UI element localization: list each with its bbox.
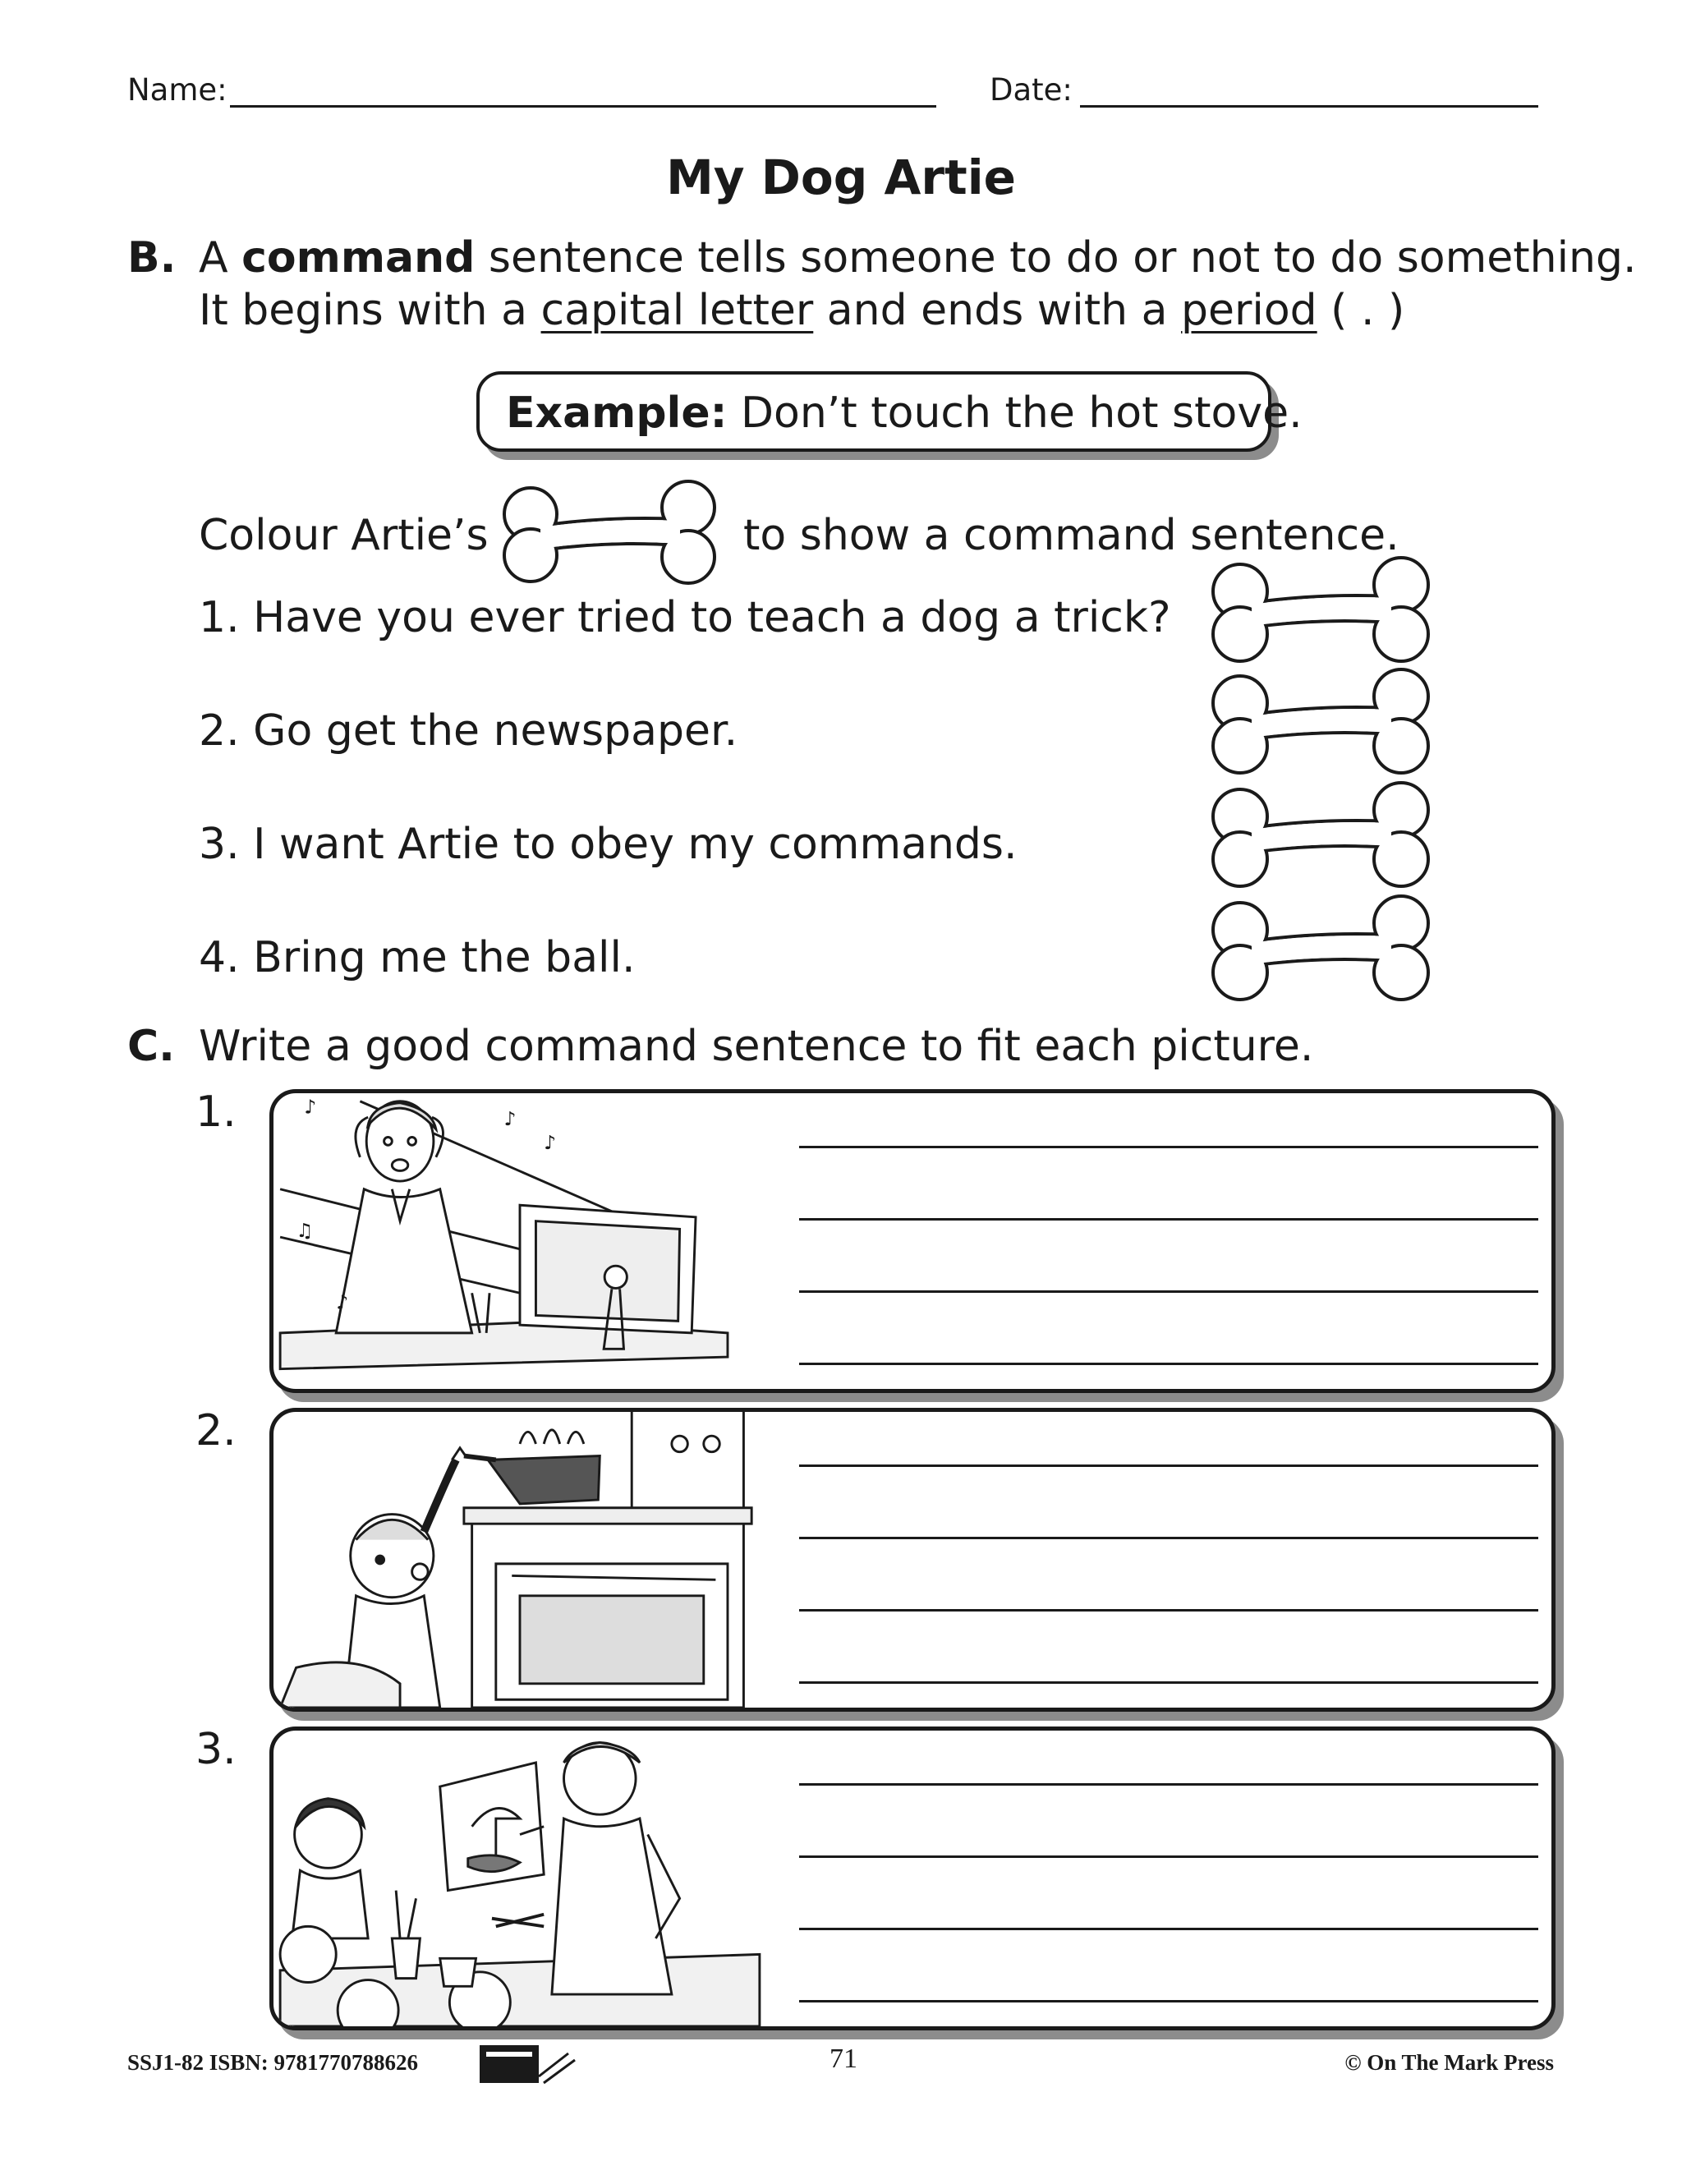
picture-panel-2 bbox=[269, 1408, 1556, 1712]
example-text: Don’t touch the hot stove. bbox=[727, 389, 1303, 438]
answer-line[interactable] bbox=[799, 1783, 1538, 1786]
answer-line[interactable] bbox=[799, 1146, 1538, 1148]
answer-line[interactable] bbox=[799, 1537, 1538, 1539]
svg-text:♪: ♪ bbox=[544, 1131, 557, 1155]
art-class-picture bbox=[273, 1731, 766, 2026]
period-word: period bbox=[1181, 286, 1317, 335]
bone-icon-item-1[interactable] bbox=[1206, 555, 1436, 665]
answer-line[interactable] bbox=[799, 1363, 1538, 1365]
answer-line[interactable] bbox=[799, 1928, 1538, 1930]
picture-panel-3 bbox=[269, 1727, 1556, 2030]
section-b-line-2 bbox=[199, 286, 1405, 335]
line2-pre: It begins with a bbox=[199, 286, 541, 335]
bone-icon-item-2[interactable] bbox=[1206, 667, 1436, 777]
answer-line[interactable] bbox=[799, 1609, 1538, 1612]
section-c-letter: C. bbox=[127, 1022, 175, 1071]
answer-line[interactable] bbox=[799, 1290, 1538, 1293]
answer-line[interactable] bbox=[799, 1855, 1538, 1858]
line2-mid: and ends with a bbox=[813, 286, 1181, 335]
loud-music-picture bbox=[273, 1093, 766, 1389]
item-3: 3. I want Artie to obey my commands. bbox=[199, 820, 1018, 869]
page-number: 71 bbox=[830, 2044, 857, 2074]
name-field[interactable] bbox=[230, 105, 936, 108]
line1-post: sentence tells someone to do or not to do something. bbox=[475, 233, 1637, 283]
date-label: Date: bbox=[990, 72, 1073, 108]
svg-text:♪: ♪ bbox=[503, 1106, 517, 1130]
svg-text:♪: ♪ bbox=[336, 1290, 349, 1314]
colour-instruction-pre: Colour Artie’s bbox=[199, 511, 489, 560]
hot-stove-picture bbox=[273, 1412, 766, 1708]
publisher-logo-icon bbox=[478, 2040, 577, 2090]
capital-letter-phrase: capital letter bbox=[540, 286, 814, 335]
svg-text:♫: ♫ bbox=[296, 1219, 314, 1243]
answer-line[interactable] bbox=[799, 1218, 1538, 1221]
colour-instruction-post: to show a command sentence. bbox=[743, 511, 1399, 560]
answer-line[interactable] bbox=[799, 2000, 1538, 2002]
svg-text:♪: ♪ bbox=[304, 1095, 317, 1119]
command-word: command bbox=[241, 233, 476, 283]
example-box bbox=[476, 371, 1303, 452]
section-c-instruction: Write a good command sentence to fit each picture. bbox=[199, 1022, 1314, 1071]
picture-number-1: 1. bbox=[195, 1087, 237, 1137]
answer-line[interactable] bbox=[799, 1464, 1538, 1467]
example-sentence bbox=[506, 389, 1303, 438]
picture-panel-1 bbox=[269, 1089, 1556, 1393]
answer-line[interactable] bbox=[799, 1681, 1538, 1684]
bone-icon-item-3[interactable] bbox=[1206, 780, 1436, 890]
item-1: 1. Have you ever tried to teach a dog a trick? bbox=[199, 593, 1171, 642]
picture-number-3: 3. bbox=[195, 1725, 237, 1774]
bone-icon bbox=[498, 480, 721, 586]
item-4: 4. Bring me the ball. bbox=[199, 933, 636, 982]
item-2: 2. Go get the newspaper. bbox=[199, 706, 738, 756]
example-label: Example: bbox=[506, 389, 728, 438]
picture-number-2: 2. bbox=[195, 1406, 237, 1455]
section-b-letter: B. bbox=[127, 233, 177, 283]
line1-pre: A bbox=[199, 233, 242, 283]
footer-copyright: © On The Mark Press bbox=[1344, 2050, 1554, 2075]
footer-isbn: SSJ1-82 ISBN: 9781770788626 bbox=[127, 2050, 419, 2075]
name-label: Name: bbox=[127, 72, 227, 108]
date-field[interactable] bbox=[1080, 105, 1538, 108]
line2-post: ( . ) bbox=[1317, 286, 1405, 335]
section-b-line-1 bbox=[199, 233, 1637, 283]
bone-icon-item-4[interactable] bbox=[1206, 894, 1436, 1004]
page-title: My Dog Artie bbox=[666, 149, 1016, 205]
